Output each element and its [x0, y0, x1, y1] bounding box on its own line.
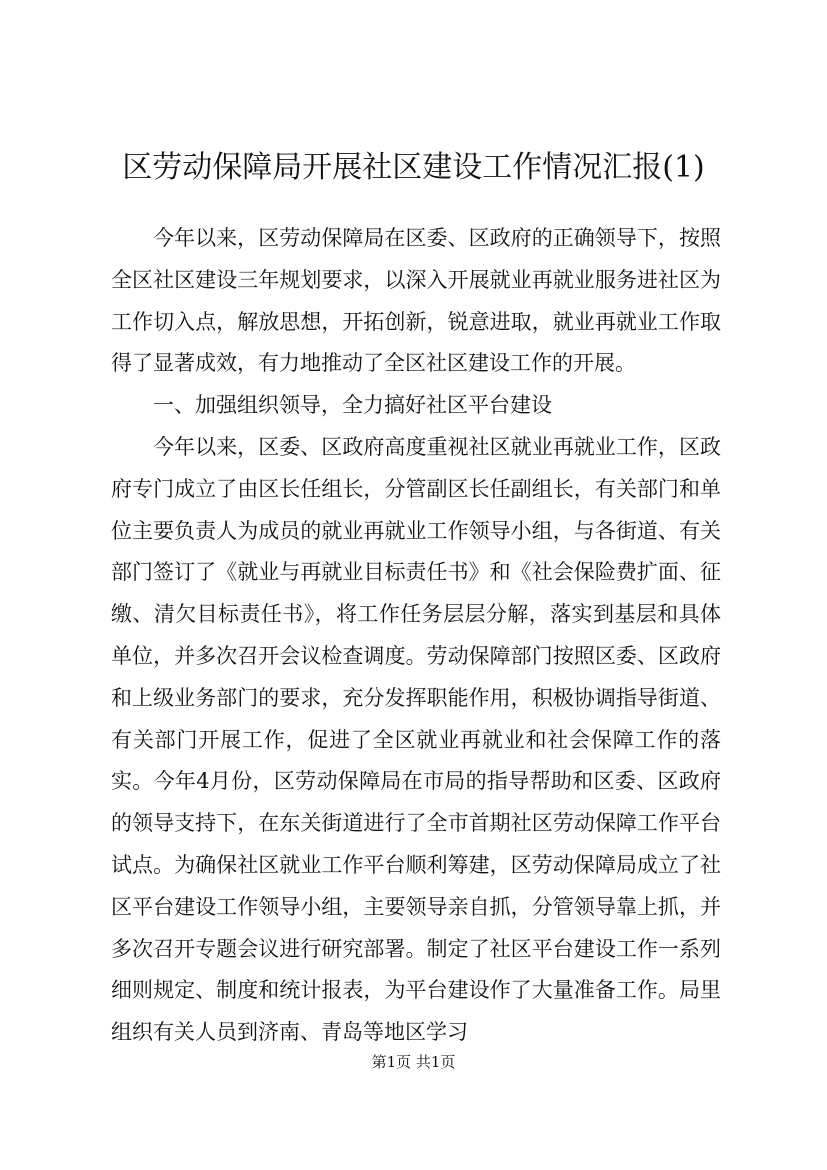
paragraph-intro: 今年以来，区劳动保障局在区委、区政府的正确领导下，按照全区社区建设三年规划要求，以深入开展就业再就业服务进社区为工作切入点，解放思想，开拓创新，锐意进取，就业再就业工作取得了显著成效，有力地推动了全区社区建设工作的开展。 [111, 226, 721, 376]
paragraph-section-1: 今年以来，区委、区政府高度重视社区就业再就业工作，区政府专门成立了由区长任组长，分管副区长任副组长，有关部门和单位主要负责人为成员的就业再就业工作领导小组，与各街道、有关部门签订了《就业与再就业目标责任书》和《社会保险费扩面、征缴、清欠目标责任书》，将工作任务层层分解，落实到基层和具体单位，并多次召开会议检查调度。劳动保障部门按照区委、区政府和上级业务部门的要求，充分发挥职能作用，积极协调指导街道、有关部门开展工作，促进了全区就业再就业和社会保障工作的落实。今年4月份，区劳动保障局在市局的指导帮助和区委、区政府的领导支持下，在东关街道进行了全市首期社区劳动保障工作平台试点。为确保社区就业工作平台顺利筹建，区劳动保障局成立了社区平台建设工作领导小组，主要领导亲自抓，分管领导靠上抓，并多次召开专题会议进行研究部署。制定了社区平台建设工作一系列细则规定、制度和统计报表，为平台建设作了大量准备工作。局里组织有关人员到济南、青岛等地区学习 [111, 434, 721, 1045]
page-footer: 第1页 共1页 [371, 1053, 456, 1071]
document-body [111, 218, 721, 1054]
document-title: 区劳动保障局开展社区建设工作情况汇报(1) [122, 150, 705, 185]
section-heading: 一、加强组织领导，全力搞好社区平台建设 [153, 393, 552, 418]
